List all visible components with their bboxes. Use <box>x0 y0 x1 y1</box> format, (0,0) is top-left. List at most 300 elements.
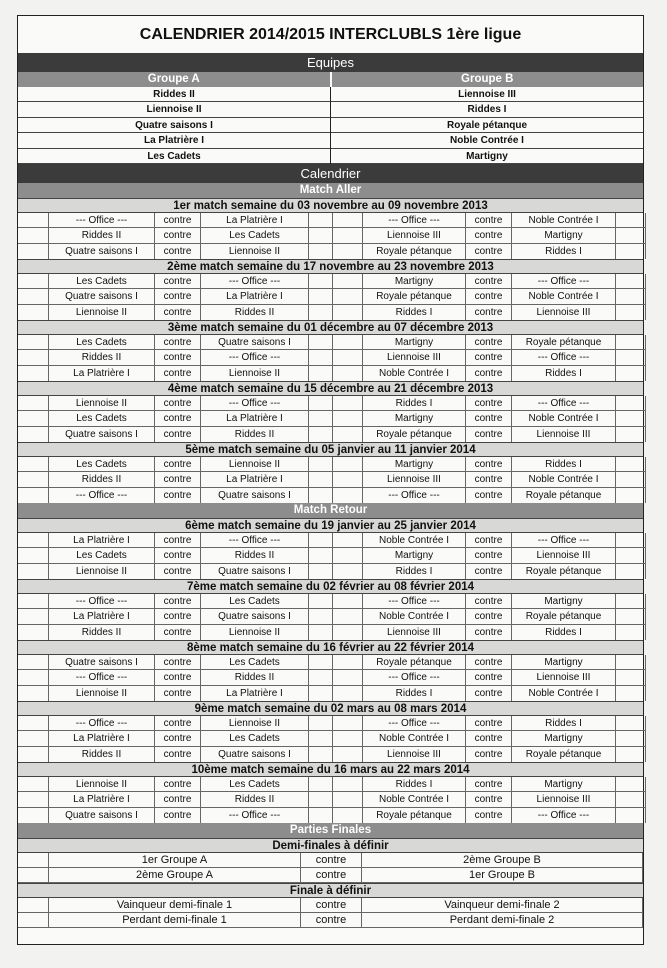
versus-label: contre <box>155 289 201 304</box>
versus-label: contre <box>466 472 512 487</box>
page-title: CALENDRIER 2014/2015 INTERCLUBLS 1ère ligue <box>139 26 522 43</box>
versus-label: contre <box>466 411 512 426</box>
empty-cell <box>18 488 49 503</box>
home-slot: 2ème Groupe A <box>49 868 301 883</box>
round-matches <box>18 457 643 503</box>
empty-cell <box>616 548 646 563</box>
empty-cell <box>18 716 49 731</box>
group-b-matches <box>333 533 646 579</box>
empty-cell <box>18 564 49 579</box>
away-team: Liennoise III <box>512 427 616 442</box>
empty-cell <box>18 396 49 411</box>
versus-label: contre <box>155 716 201 731</box>
empty-cell <box>616 564 646 579</box>
home-team: Riddes I <box>363 305 466 320</box>
empty-cell <box>616 472 646 487</box>
empty-cell <box>333 655 363 670</box>
empty-cell <box>333 564 363 579</box>
home-team: Liennoise II <box>49 564 155 579</box>
versus-label: contre <box>466 548 512 563</box>
away-team: Quatre saisons I <box>201 747 309 762</box>
home-team: Noble Contrée I <box>363 792 466 807</box>
home-team: --- Office --- <box>363 670 466 685</box>
home-team: La Platrière I <box>49 731 155 746</box>
versus-label: contre <box>155 335 201 350</box>
empty-cell <box>616 533 646 548</box>
away-team: Liennoise II <box>201 457 309 472</box>
empty-cell <box>333 533 363 548</box>
empty-cell <box>18 913 49 928</box>
empty-cell <box>309 655 333 670</box>
away-team: La Platrière I <box>201 472 309 487</box>
away-team: Royale pétanque <box>512 488 616 503</box>
empty-cell <box>333 305 363 320</box>
empty-cell <box>309 808 333 823</box>
group-a-matches <box>18 716 333 762</box>
group-a-matches <box>18 213 333 259</box>
home-team: Riddes II <box>49 625 155 640</box>
empty-cell <box>616 411 646 426</box>
group-a-matches <box>18 533 333 579</box>
away-team: Royale pétanque <box>512 747 616 762</box>
round-title: 2ème match semaine du 17 novembre au 23 novembre 2013 <box>18 259 643 274</box>
empty-cell <box>18 747 49 762</box>
group-b-matches <box>333 335 646 381</box>
empty-cell <box>18 853 49 868</box>
home-team: Royale pétanque <box>363 244 466 259</box>
versus-label: contre <box>155 228 201 243</box>
group-a-matches <box>18 335 333 381</box>
home-team: Liennoise II <box>49 305 155 320</box>
rounds-aller <box>18 198 643 503</box>
empty-cell <box>333 670 363 685</box>
home-team: Les Cadets <box>49 274 155 289</box>
away-team: --- Office --- <box>201 808 309 823</box>
team-a: La Platrière I <box>18 133 330 148</box>
home-team: Martigny <box>363 411 466 426</box>
versus-label: contre <box>155 655 201 670</box>
away-team: Martigny <box>512 655 616 670</box>
empty-cell <box>309 289 333 304</box>
home-team: Riddes I <box>363 396 466 411</box>
versus-label: contre <box>155 488 201 503</box>
empty-cell <box>333 594 363 609</box>
away-team: --- Office --- <box>201 396 309 411</box>
away-team: Liennoise III <box>512 670 616 685</box>
home-team: Liennoise III <box>363 228 466 243</box>
versus-label: contre <box>155 213 201 228</box>
away-team: Liennoise II <box>201 716 309 731</box>
group-b-matches <box>333 716 646 762</box>
round-title: 9ème match semaine du 02 mars au 08 mars 2014 <box>18 701 643 716</box>
empty-cell <box>333 777 363 792</box>
versus-label: contre <box>155 472 201 487</box>
home-team: La Platrière I <box>49 792 155 807</box>
away-team: La Platrière I <box>201 686 309 701</box>
empty-cell <box>333 335 363 350</box>
versus-label: contre <box>155 366 201 381</box>
away-team: --- Office --- <box>512 808 616 823</box>
away-team: Liennoise III <box>512 792 616 807</box>
empty-cell <box>309 274 333 289</box>
group-a-teams <box>18 87 331 164</box>
empty-cell <box>616 686 646 701</box>
empty-cell <box>616 655 646 670</box>
empty-cell <box>309 427 333 442</box>
home-team: La Platrière I <box>49 609 155 624</box>
home-team: --- Office --- <box>49 213 155 228</box>
versus-label: contre <box>466 686 512 701</box>
team-a: Liennoise II <box>18 102 330 117</box>
away-team: Quatre saisons I <box>201 335 309 350</box>
versus-label: contre <box>466 488 512 503</box>
away-team: Riddes I <box>512 625 616 640</box>
empty-cell <box>309 731 333 746</box>
versus-label: contre <box>466 350 512 365</box>
versus-label: contre <box>466 594 512 609</box>
home-team: Les Cadets <box>49 335 155 350</box>
versus-label: contre <box>155 548 201 563</box>
away-team: Riddes I <box>512 366 616 381</box>
empty-cell <box>616 488 646 503</box>
versus-label: contre <box>466 457 512 472</box>
home-team: Riddes I <box>363 686 466 701</box>
versus-label: contre <box>466 366 512 381</box>
team-b: Riddes I <box>331 102 643 117</box>
away-team: Royale pétanque <box>512 335 616 350</box>
empty-cell <box>616 213 646 228</box>
team-b: Martigny <box>331 149 643 164</box>
empty-cell <box>18 808 49 823</box>
versus-label: contre <box>301 898 362 913</box>
final-match-row <box>18 898 643 913</box>
away-team: La Platrière I <box>201 289 309 304</box>
home-team: --- Office --- <box>363 716 466 731</box>
round-matches <box>18 594 643 640</box>
away-team: Liennoise III <box>512 548 616 563</box>
empty-cell <box>333 792 363 807</box>
empty-cell <box>18 686 49 701</box>
empty-cell <box>333 625 363 640</box>
versus-label: contre <box>466 731 512 746</box>
group-b-matches <box>333 213 646 259</box>
empty-cell <box>309 366 333 381</box>
group-b-matches <box>333 655 646 701</box>
empty-cell <box>616 350 646 365</box>
empty-cell <box>616 335 646 350</box>
away-team: Riddes I <box>512 716 616 731</box>
group-b-matches <box>333 396 646 442</box>
versus-label: contre <box>155 350 201 365</box>
group-b-matches <box>333 274 646 320</box>
empty-cell <box>309 609 333 624</box>
final-rows <box>18 898 643 928</box>
home-team: --- Office --- <box>49 716 155 731</box>
round-matches <box>18 533 643 579</box>
empty-cell <box>333 472 363 487</box>
team-a: Les Cadets <box>18 149 330 164</box>
empty-cell <box>333 274 363 289</box>
calendar-sheet <box>17 15 644 945</box>
empty-cell <box>333 808 363 823</box>
versus-label: contre <box>155 457 201 472</box>
home-team: Noble Contrée I <box>363 731 466 746</box>
section-parties-finales: Parties Finales <box>18 823 643 838</box>
empty-cell <box>18 670 49 685</box>
empty-cell <box>333 457 363 472</box>
empty-cell <box>333 488 363 503</box>
empty-cell <box>333 411 363 426</box>
away-team: Noble Contrée I <box>512 686 616 701</box>
away-team: Noble Contrée I <box>512 472 616 487</box>
versus-label: contre <box>155 396 201 411</box>
away-slot: Perdant demi-finale 2 <box>362 913 643 928</box>
versus-label: contre <box>466 213 512 228</box>
away-team: --- Office --- <box>201 533 309 548</box>
away-team: Martigny <box>512 594 616 609</box>
empty-cell <box>18 305 49 320</box>
empty-cell <box>309 228 333 243</box>
empty-cell <box>18 609 49 624</box>
final-match-row <box>18 853 643 868</box>
versus-label: contre <box>155 594 201 609</box>
round-matches <box>18 655 643 701</box>
empty-cell <box>333 747 363 762</box>
empty-cell <box>18 411 49 426</box>
empty-cell <box>309 350 333 365</box>
away-team: --- Office --- <box>201 350 309 365</box>
versus-label: contre <box>466 305 512 320</box>
home-team: Les Cadets <box>49 411 155 426</box>
home-team: Riddes II <box>49 747 155 762</box>
versus-label: contre <box>466 625 512 640</box>
empty-cell <box>18 350 49 365</box>
group-b-matches <box>333 777 646 823</box>
versus-label: contre <box>466 564 512 579</box>
home-team: Liennoise III <box>363 625 466 640</box>
empty-cell <box>309 594 333 609</box>
round-title: 10ème match semaine du 16 mars au 22 mars 2014 <box>18 762 643 777</box>
final-match-row <box>18 868 643 883</box>
section-equipes: Equipes <box>18 53 643 72</box>
away-team: Riddes II <box>201 548 309 563</box>
empty-cell <box>333 396 363 411</box>
semis-rows <box>18 853 643 883</box>
empty-cell <box>333 731 363 746</box>
empty-cell <box>309 564 333 579</box>
home-team: Royale pétanque <box>363 655 466 670</box>
away-team: Noble Contrée I <box>512 411 616 426</box>
home-team: --- Office --- <box>49 594 155 609</box>
home-team: Martigny <box>363 457 466 472</box>
home-team: Riddes I <box>363 777 466 792</box>
section-calendrier: Calendrier <box>18 164 643 183</box>
empty-cell <box>616 305 646 320</box>
empty-cell <box>18 213 49 228</box>
home-team: Noble Contrée I <box>363 609 466 624</box>
versus-label: contre <box>155 747 201 762</box>
away-slot: 2ème Groupe B <box>362 853 643 868</box>
versus-label: contre <box>155 274 201 289</box>
empty-cell <box>309 305 333 320</box>
home-team: Liennoise III <box>363 472 466 487</box>
home-team: Liennoise II <box>49 777 155 792</box>
empty-cell <box>616 808 646 823</box>
final-title: Finale à définir <box>18 883 643 898</box>
home-team: --- Office --- <box>363 213 466 228</box>
team-a: Quatre saisons I <box>18 118 330 133</box>
home-team: Quatre saisons I <box>49 808 155 823</box>
empty-cell <box>18 274 49 289</box>
away-team: Les Cadets <box>201 655 309 670</box>
team-a: Riddes II <box>18 87 330 102</box>
away-team: Royale pétanque <box>512 564 616 579</box>
away-team: La Platrière I <box>201 411 309 426</box>
versus-label: contre <box>155 564 201 579</box>
versus-label: contre <box>466 289 512 304</box>
home-slot: Perdant demi-finale 1 <box>49 913 301 928</box>
away-slot: 1er Groupe B <box>362 868 643 883</box>
round-matches <box>18 777 643 823</box>
group-b-label: Groupe B <box>332 72 644 87</box>
group-a-matches <box>18 457 333 503</box>
empty-cell <box>616 777 646 792</box>
group-b-matches <box>333 457 646 503</box>
empty-cell <box>18 366 49 381</box>
versus-label: contre <box>155 533 201 548</box>
home-team: Liennoise II <box>49 686 155 701</box>
empty-cell <box>333 244 363 259</box>
empty-cell <box>616 228 646 243</box>
versus-label: contre <box>155 625 201 640</box>
empty-cell <box>616 747 646 762</box>
home-team: --- Office --- <box>363 594 466 609</box>
away-slot: Vainqueur demi-finale 2 <box>362 898 643 913</box>
home-team: Noble Contrée I <box>363 533 466 548</box>
final-match-row <box>18 913 643 928</box>
away-team: Noble Contrée I <box>512 289 616 304</box>
away-team: --- Office --- <box>512 533 616 548</box>
away-team: Riddes II <box>201 670 309 685</box>
home-team: La Platrière I <box>49 533 155 548</box>
team-list <box>18 87 643 164</box>
home-slot: 1er Groupe A <box>49 853 301 868</box>
empty-cell <box>333 289 363 304</box>
away-team: Martigny <box>512 731 616 746</box>
home-team: Liennoise II <box>49 396 155 411</box>
away-team: Liennoise II <box>201 625 309 640</box>
versus-label: contre <box>466 533 512 548</box>
empty-cell <box>18 244 49 259</box>
versus-label: contre <box>155 792 201 807</box>
empty-cell <box>616 244 646 259</box>
empty-cell <box>309 396 333 411</box>
versus-label: contre <box>155 427 201 442</box>
empty-cell <box>616 366 646 381</box>
empty-cell <box>309 777 333 792</box>
versus-label: contre <box>466 792 512 807</box>
empty-cell <box>616 625 646 640</box>
empty-cell <box>309 213 333 228</box>
home-team: --- Office --- <box>363 488 466 503</box>
group-a-matches <box>18 777 333 823</box>
home-team: Quatre saisons I <box>49 655 155 670</box>
team-b: Liennoise III <box>331 87 643 102</box>
empty-cell <box>18 625 49 640</box>
versus-label: contre <box>466 670 512 685</box>
empty-cell <box>333 213 363 228</box>
empty-cell <box>309 686 333 701</box>
versus-label: contre <box>155 244 201 259</box>
away-team: Les Cadets <box>201 594 309 609</box>
round-matches <box>18 396 643 442</box>
empty-cell <box>616 609 646 624</box>
team-b: Noble Contrée I <box>331 133 643 148</box>
versus-label: contre <box>155 686 201 701</box>
away-team: Martigny <box>512 777 616 792</box>
away-team: Riddes II <box>201 792 309 807</box>
empty-cell <box>333 427 363 442</box>
home-team: Les Cadets <box>49 457 155 472</box>
empty-cell <box>333 548 363 563</box>
empty-cell <box>18 457 49 472</box>
home-team: Riddes II <box>49 228 155 243</box>
away-team: Les Cadets <box>201 228 309 243</box>
away-team: Riddes II <box>201 427 309 442</box>
round-matches <box>18 213 643 259</box>
empty-cell <box>18 792 49 807</box>
group-a-matches <box>18 274 333 320</box>
away-team: Liennoise II <box>201 244 309 259</box>
round-title: 8ème match semaine du 16 février au 22 février 2014 <box>18 640 643 655</box>
empty-cell <box>616 716 646 731</box>
round-title: 1er match semaine du 03 novembre au 09 novembre 2013 <box>18 198 643 213</box>
empty-cell <box>616 792 646 807</box>
empty-cell <box>309 792 333 807</box>
empty-cell <box>18 472 49 487</box>
away-team: Quatre saisons I <box>201 609 309 624</box>
home-team: --- Office --- <box>49 670 155 685</box>
empty-cell <box>616 427 646 442</box>
round-matches <box>18 716 643 762</box>
team-b: Royale pétanque <box>331 118 643 133</box>
versus-label: contre <box>466 244 512 259</box>
empty-cell <box>309 488 333 503</box>
away-team: Noble Contrée I <box>512 213 616 228</box>
versus-label: contre <box>155 731 201 746</box>
empty-cell <box>616 289 646 304</box>
versus-label: contre <box>466 808 512 823</box>
empty-cell <box>309 457 333 472</box>
empty-cell <box>333 350 363 365</box>
home-team: Quatre saisons I <box>49 244 155 259</box>
round-matches <box>18 335 643 381</box>
empty-cell <box>616 594 646 609</box>
versus-label: contre <box>155 609 201 624</box>
away-team: Martigny <box>512 228 616 243</box>
versus-label: contre <box>466 274 512 289</box>
away-team: Riddes I <box>512 244 616 259</box>
home-team: Riddes II <box>49 350 155 365</box>
versus-label: contre <box>466 228 512 243</box>
home-team: Royale pétanque <box>363 808 466 823</box>
home-team: Royale pétanque <box>363 427 466 442</box>
home-team: Quatre saisons I <box>49 289 155 304</box>
away-team: Liennoise II <box>201 366 309 381</box>
empty-cell <box>18 731 49 746</box>
empty-cell <box>18 548 49 563</box>
versus-label: contre <box>466 777 512 792</box>
